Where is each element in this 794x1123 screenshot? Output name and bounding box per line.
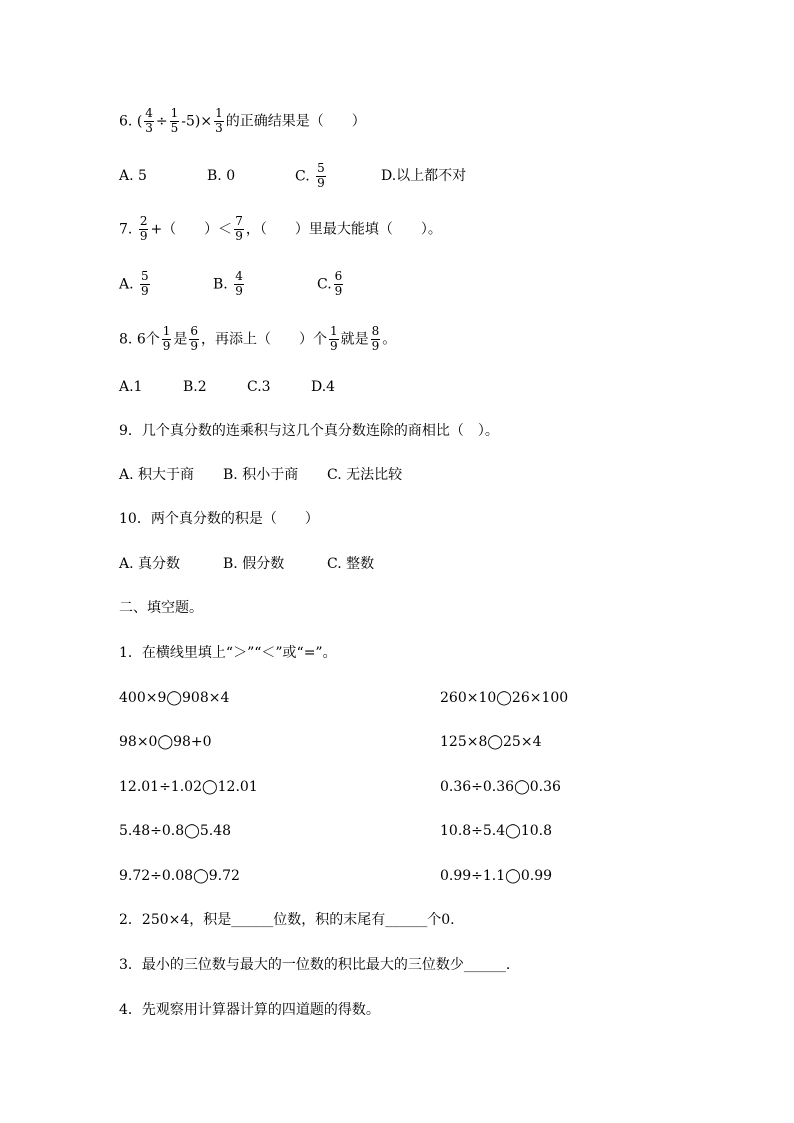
question-10: 10．两个真分数的积是（ ） <box>119 511 319 527</box>
question-10-options <box>119 557 374 571</box>
question-number: 6. <box>119 113 133 130</box>
fill-question-4: 4．先观察用计算器计算的四道题的得数。 <box>119 1002 380 1018</box>
denominator: 9 <box>371 338 380 353</box>
fraction <box>140 270 150 299</box>
compare-right-2: 125×8◯25×4 <box>440 734 542 750</box>
fraction <box>334 270 344 299</box>
fraction <box>316 162 326 191</box>
option-label: C. <box>317 276 332 293</box>
option-b: B.2 <box>183 379 207 395</box>
numerator: 6 <box>334 269 343 283</box>
numerator: 5 <box>141 269 149 283</box>
fraction <box>234 270 244 299</box>
compare-left-3: 12.01÷1.02◯12.01 <box>119 779 258 795</box>
denominator: 9 <box>235 228 243 243</box>
numerator: 1 <box>170 106 179 120</box>
expression-text: +（ ）＜ <box>150 221 233 238</box>
numerator: 8 <box>371 324 380 338</box>
question-7-options <box>119 270 345 299</box>
numerator: 4 <box>145 106 153 120</box>
question-8 <box>119 325 396 354</box>
numerator: 1 <box>215 106 223 120</box>
question-text: ，再添上（ ）个 <box>201 331 328 348</box>
numerator: 7 <box>235 214 243 228</box>
option-a: A. 积大于商 <box>119 467 195 483</box>
denominator: 9 <box>317 175 325 190</box>
option-label: C. <box>295 168 310 185</box>
option-d: D.以上都不对 <box>381 168 467 185</box>
question-text: 是 <box>173 331 188 348</box>
compare-right-1: 260×10◯26×100 <box>440 690 569 706</box>
option-b <box>213 270 317 299</box>
fraction <box>144 107 154 136</box>
denominator: 9 <box>162 338 171 353</box>
option-label: B. <box>213 276 228 293</box>
compare-left-2: 98×0◯98+0 <box>119 734 212 750</box>
question-6 <box>119 107 366 136</box>
numerator: 1 <box>162 324 171 338</box>
option-c <box>317 270 345 299</box>
question-text: 的正确结果是（ ） <box>225 113 366 130</box>
question-number: 7. <box>119 221 133 238</box>
option-a: A. 5 <box>119 168 147 185</box>
option-label: A. <box>119 276 134 293</box>
fraction <box>214 107 224 136</box>
fraction <box>162 325 172 354</box>
option-b: B. 积小于商 <box>223 467 299 483</box>
denominator: 9 <box>139 228 148 243</box>
compare-right-5: 0.99÷1.1◯0.99 <box>440 868 553 884</box>
question-8-options <box>119 380 335 394</box>
question-7 <box>119 215 442 244</box>
option-a: A. 真分数 <box>119 556 181 572</box>
denominator: 9 <box>334 283 343 298</box>
option-d: D.4 <box>311 379 336 395</box>
fraction <box>189 325 199 354</box>
question-9: 9．几个真分数的连乘积与这几个真分数连除的商相比（ ）。 <box>119 423 499 439</box>
numerator: 2 <box>139 214 148 228</box>
question-6-options <box>119 162 466 191</box>
denominator: 9 <box>190 338 199 353</box>
option-c: C. 整数 <box>327 556 375 572</box>
question-text: 就是 <box>340 331 369 348</box>
option-c: C. 无法比较 <box>327 467 403 483</box>
fraction <box>170 107 180 136</box>
denominator: 3 <box>145 120 153 135</box>
divide-sign: ÷ <box>155 113 168 130</box>
fraction <box>139 215 149 244</box>
fill-question-1: 1．在横线里填上“＞”“＜”或“=”。 <box>119 645 337 661</box>
denominator: 9 <box>330 338 338 353</box>
fraction <box>234 215 244 244</box>
question-text: 。 <box>382 331 397 348</box>
option-c <box>295 162 381 191</box>
option-c: C.3 <box>247 379 271 395</box>
compare-left-5: 9.72÷0.08◯9.72 <box>119 868 240 884</box>
numerator: 6 <box>190 324 199 338</box>
option-a <box>119 270 213 299</box>
question-9-options <box>119 468 402 482</box>
option-b: B. 假分数 <box>223 556 285 572</box>
option-b: B. 0 <box>207 168 236 185</box>
fill-question-2: 2．250×4，积是______位数，积的末尾有______个0. <box>119 912 455 928</box>
numerator: 1 <box>330 324 338 338</box>
numerator: 5 <box>317 161 325 175</box>
denominator: 5 <box>170 120 179 135</box>
expression-text: -5)× <box>181 113 213 130</box>
compare-right-4: 10.8÷5.4◯10.8 <box>440 823 553 839</box>
numerator: 4 <box>235 269 243 283</box>
fraction <box>371 325 381 354</box>
question-text: 6个 <box>136 331 160 348</box>
compare-left-4: 5.48÷0.8◯5.48 <box>119 823 232 839</box>
question-text: ，（ ）里最大能填（ ）。 <box>245 221 442 238</box>
denominator: 9 <box>141 283 149 298</box>
denominator: 9 <box>235 283 243 298</box>
fraction <box>329 325 339 354</box>
option-a: A.1 <box>119 379 143 395</box>
question-number: 8. <box>119 331 133 348</box>
denominator: 3 <box>215 120 223 135</box>
fill-question-3: 3．最小的三位数与最大的一位数的积比最大的三位数少______. <box>119 957 511 973</box>
compare-right-3: 0.36÷0.36◯0.36 <box>440 779 561 795</box>
section-heading: 二、填空题。 <box>119 600 203 616</box>
compare-left-1: 400×9◯908×4 <box>119 690 230 706</box>
paren-open: ( <box>136 113 143 130</box>
